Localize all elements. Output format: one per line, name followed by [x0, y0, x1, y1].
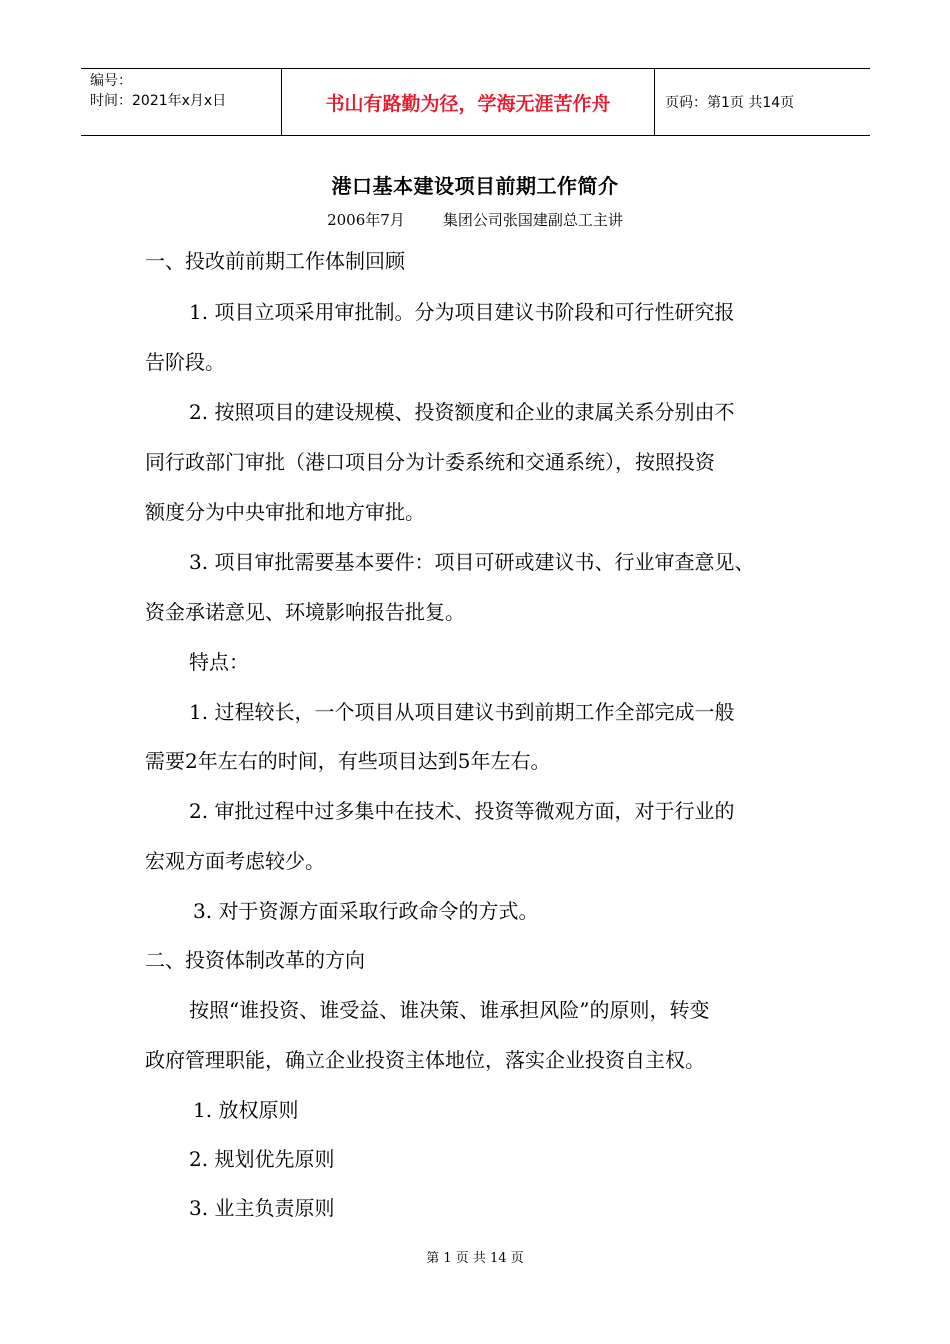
- paragraph-line: 按照“谁投资、谁受益、谁决策、谁承担风险”的原则，转变: [189, 998, 710, 1022]
- header-info-cell: [81, 69, 281, 135]
- paragraph-line: 告阶段。: [145, 350, 225, 374]
- section-heading-2: 二、投资体制改革的方向: [145, 948, 365, 972]
- motto-text: 书山有路勤为径，学海无涯苦作舟: [325, 92, 611, 115]
- paragraph-line: 额度分为中央审批和地方审批。: [145, 500, 425, 524]
- header-table: [81, 68, 870, 136]
- number-label: 编号：: [90, 73, 132, 89]
- paragraph-line: 3. 项目审批需要基本要件：项目可研或建议书、行业审查意见、: [189, 550, 755, 574]
- document-title: 港口基本建设项目前期工作简介: [331, 174, 619, 198]
- paragraph-line: 同行政部门审批（港口项目分为计委系统和交通系统），按照投资: [145, 450, 715, 474]
- paragraph-line: 1. 过程较长，一个项目从项目建议书到前期工作全部完成一般: [189, 700, 735, 724]
- paragraph-line: 特点：: [189, 650, 249, 674]
- paragraph-line: 1. 项目立项采用审批制。分为项目建议书阶段和可行性研究报: [189, 300, 735, 324]
- document-subtitle: 2006年7月 集团公司张国建副总工主讲: [327, 211, 623, 229]
- paragraph-line: 政府管理职能，确立企业投资主体地位，落实企业投资自主权。: [145, 1048, 705, 1072]
- paragraph-line: 宏观方面考虑较少。: [145, 849, 325, 873]
- page-info-cell: [655, 69, 870, 135]
- section-heading-1: 一、投改前前期工作体制回顾: [145, 249, 405, 273]
- page-info-text: 页码：第1页 共14页: [665, 95, 795, 111]
- page-footer: 第 1 页 共 14 页: [426, 1251, 524, 1266]
- motto-cell: [281, 69, 655, 135]
- paragraph-line: 2. 审批过程中过多集中在技术、投资等微观方面，对于行业的: [189, 799, 735, 823]
- paragraph-line: 2. 按照项目的建设规模、投资额度和企业的隶属关系分别由不: [189, 400, 735, 424]
- paragraph-line: 3. 对于资源方面采取行政命令的方式。: [193, 899, 539, 923]
- list-item: 2. 规划优先原则: [189, 1147, 335, 1171]
- time-label: 时间：2021年x月x日: [90, 93, 227, 109]
- list-item: 3. 业主负责原则: [189, 1196, 335, 1220]
- paragraph-line: 资金承诺意见、环境影响报告批复。: [145, 600, 465, 624]
- list-item: 1. 放权原则: [193, 1098, 299, 1122]
- paragraph-line: 需要2年左右的时间，有些项目达到5年左右。: [145, 749, 551, 773]
